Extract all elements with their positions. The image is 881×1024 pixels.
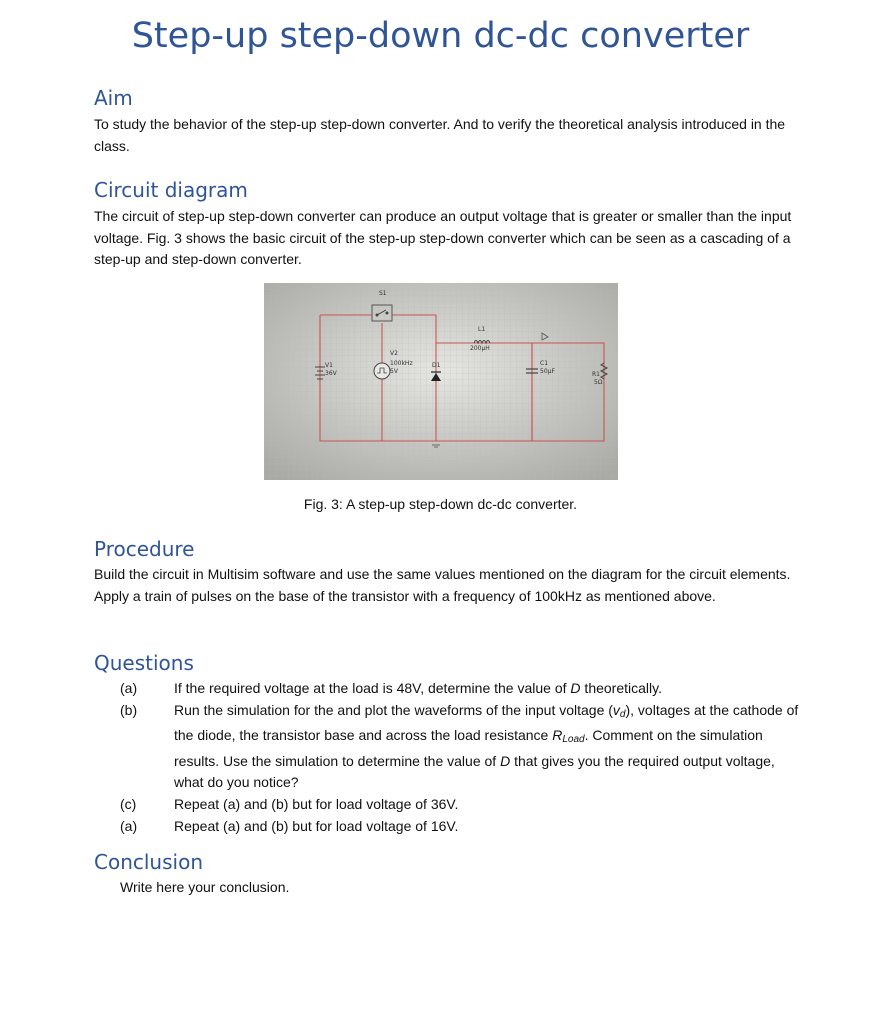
question-item [120,700,800,794]
label-v1-value: 36V [325,370,337,377]
circuit-figure [264,283,618,480]
circuit-heading: Circuit diagram [94,178,248,202]
question-text: If the required voltage at the load is 48V, determine the value of D theoretically. [174,680,662,696]
procedure-text: Build the circuit in Multisim software and use the same values mentioned on the diagram for the circuit elements. Apply a train of pulses on the base of the transistor with a frequency of 100kHz as mentioned above. [94,566,791,604]
conclusion-text: Write here your conclusion. [120,879,290,895]
question-text: Repeat (a) and (b) but for load voltage of 36V. [174,795,459,812]
label-d1: D1 [432,362,441,369]
conclusion-heading: Conclusion [94,850,203,874]
figure-caption: Fig. 3: A step-up step-down dc-dc converter. [303,496,578,512]
label-l1-value: 200µH [470,345,490,352]
label-v2-freq: 100kHz [390,360,413,367]
question-text: Repeat (a) and (b) but for load voltage of 16V. [174,817,459,834]
question-label: (b) [120,701,138,718]
question-item [120,816,800,838]
aim-text: To study the behavior of the step-up step-down converter. And to verify the theoretical analysis introduced in the class. [94,116,786,154]
question-text: Run the simulation for the and plot the waveforms of the input voltage $(v_d)$, voltages at the cathode of the diode, the transistor base and across the load resistance $R_{Load}$. Comment on the simulation results. Use the simulation to determine the value of D that gives you the required output voltage, what do you notice? [174,701,799,791]
label-c1-value: 50µF [540,368,555,375]
label-v2-amp: 5V [390,368,398,375]
question-item [120,794,800,816]
question-item [120,678,800,700]
label-v1: V1 [325,362,333,369]
label-r1-value: 5Ω [594,379,603,386]
procedure-heading: Procedure [94,537,195,561]
page-title: Step-up step-down dc-dc converter [131,16,750,56]
question-label: (c) [120,795,137,812]
circuit-text: The circuit of step-up step-down converter can produce an output voltage that is greater or smaller than the input voltage. Fig. 3 shows the basic circuit of the step-up step-down converter which can be seen as a cascading of a step-up and step-down converter. [94,208,792,267]
circuit-schematic [264,283,618,480]
aim-heading: Aim [94,86,133,110]
questions-heading: Questions [94,651,194,675]
question-label: (a) [120,817,138,834]
question-label: (a) [120,680,138,696]
label-c1: C1 [540,360,549,367]
label-s1: S1 [379,290,387,297]
source-v2 [374,363,390,379]
label-r1: R1 [592,371,600,378]
label-v2: V2 [390,350,398,357]
label-l1: L1 [478,326,486,333]
questions-list [120,678,800,837]
